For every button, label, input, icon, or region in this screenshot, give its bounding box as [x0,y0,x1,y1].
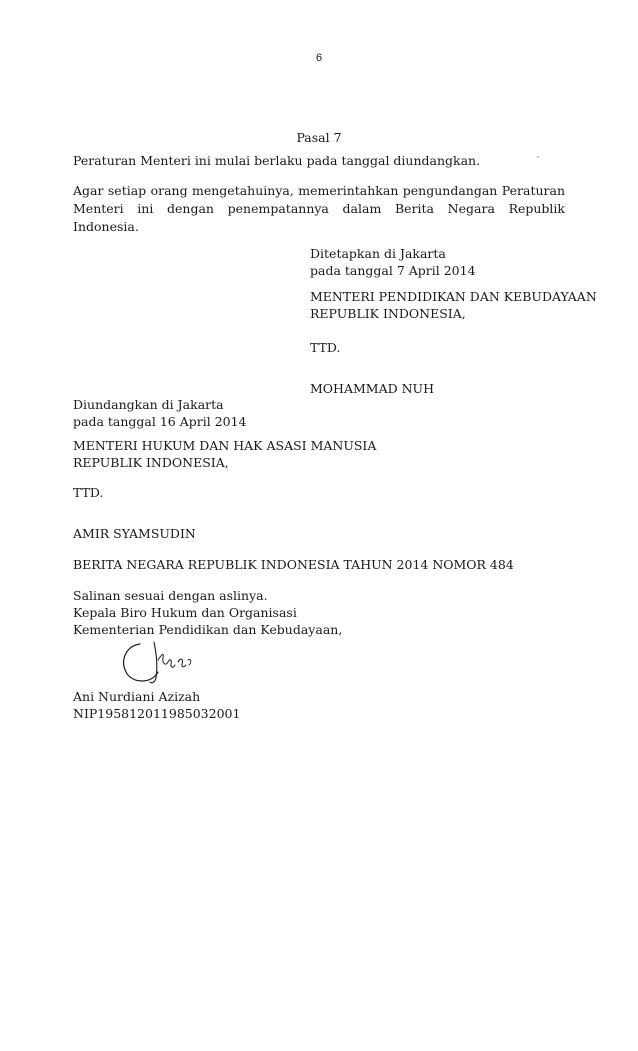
salinan-line3: Kementerian Pendidikan dan Kebudayaan, [73,622,343,637]
diundangkan-block [73,396,565,430]
minister-education-name: MOHAMMAD NUH [310,381,434,396]
minister-law-ttd: TTD. [73,485,104,500]
signatory-name: Ani Nurdiani Azizah [73,689,201,704]
salinan-line2: Kepala Biro Hukum dan Organisasi [73,605,297,620]
minister-law-title [73,437,565,471]
signatory-nip: NIP195812011985032001 [73,706,241,721]
signatory-block [73,688,565,722]
diundangkan-date: pada tanggal 16 April 2014 [73,414,247,429]
minister-law-name: AMIR SYAMSUDIN [73,526,196,541]
minister-education-title-line1: MENTERI PENDIDIKAN DAN KEBUDAYAAN [310,289,597,304]
minister-education-title-line2: REPUBLIK INDONESIA, [310,306,466,321]
ditetapkan-place: Ditetapkan di Jakarta [310,246,446,261]
ditetapkan-date: pada tanggal 7 April 2014 [310,263,476,278]
minister-law-title-line2: REPUBLIK INDONESIA, [73,455,229,470]
handwritten-signature [118,638,198,688]
paragraph-effective-date: Peraturan Menteri ini mulai berlaku pada tanggal diundangkan. [73,153,481,168]
minister-education-ttd: TTD. [310,340,341,355]
berita-negara-line: BERITA NEGARA REPUBLIK INDONESIA TAHUN 2014 NOMOR 484 [73,557,514,572]
salinan-line1: Salinan sesuai dengan aslinya. [73,588,268,603]
diundangkan-place: Diundangkan di Jakarta [73,397,224,412]
ditetapkan-block [310,245,610,279]
pasal-heading: Pasal 7 [296,130,342,145]
paragraph-promulgation: Agar setiap orang mengetahuinya, memerintahkan pengundangan Peraturan Menteri ini dengan penempatannya dalam Berita Negara Republik Indonesia. [73,183,565,234]
minister-education-title [310,288,610,322]
page-number: 6 [315,52,323,64]
salinan-block [73,587,565,638]
minister-law-title-line1: MENTERI HUKUM DAN HAK ASASI MANUSIA [73,438,377,453]
